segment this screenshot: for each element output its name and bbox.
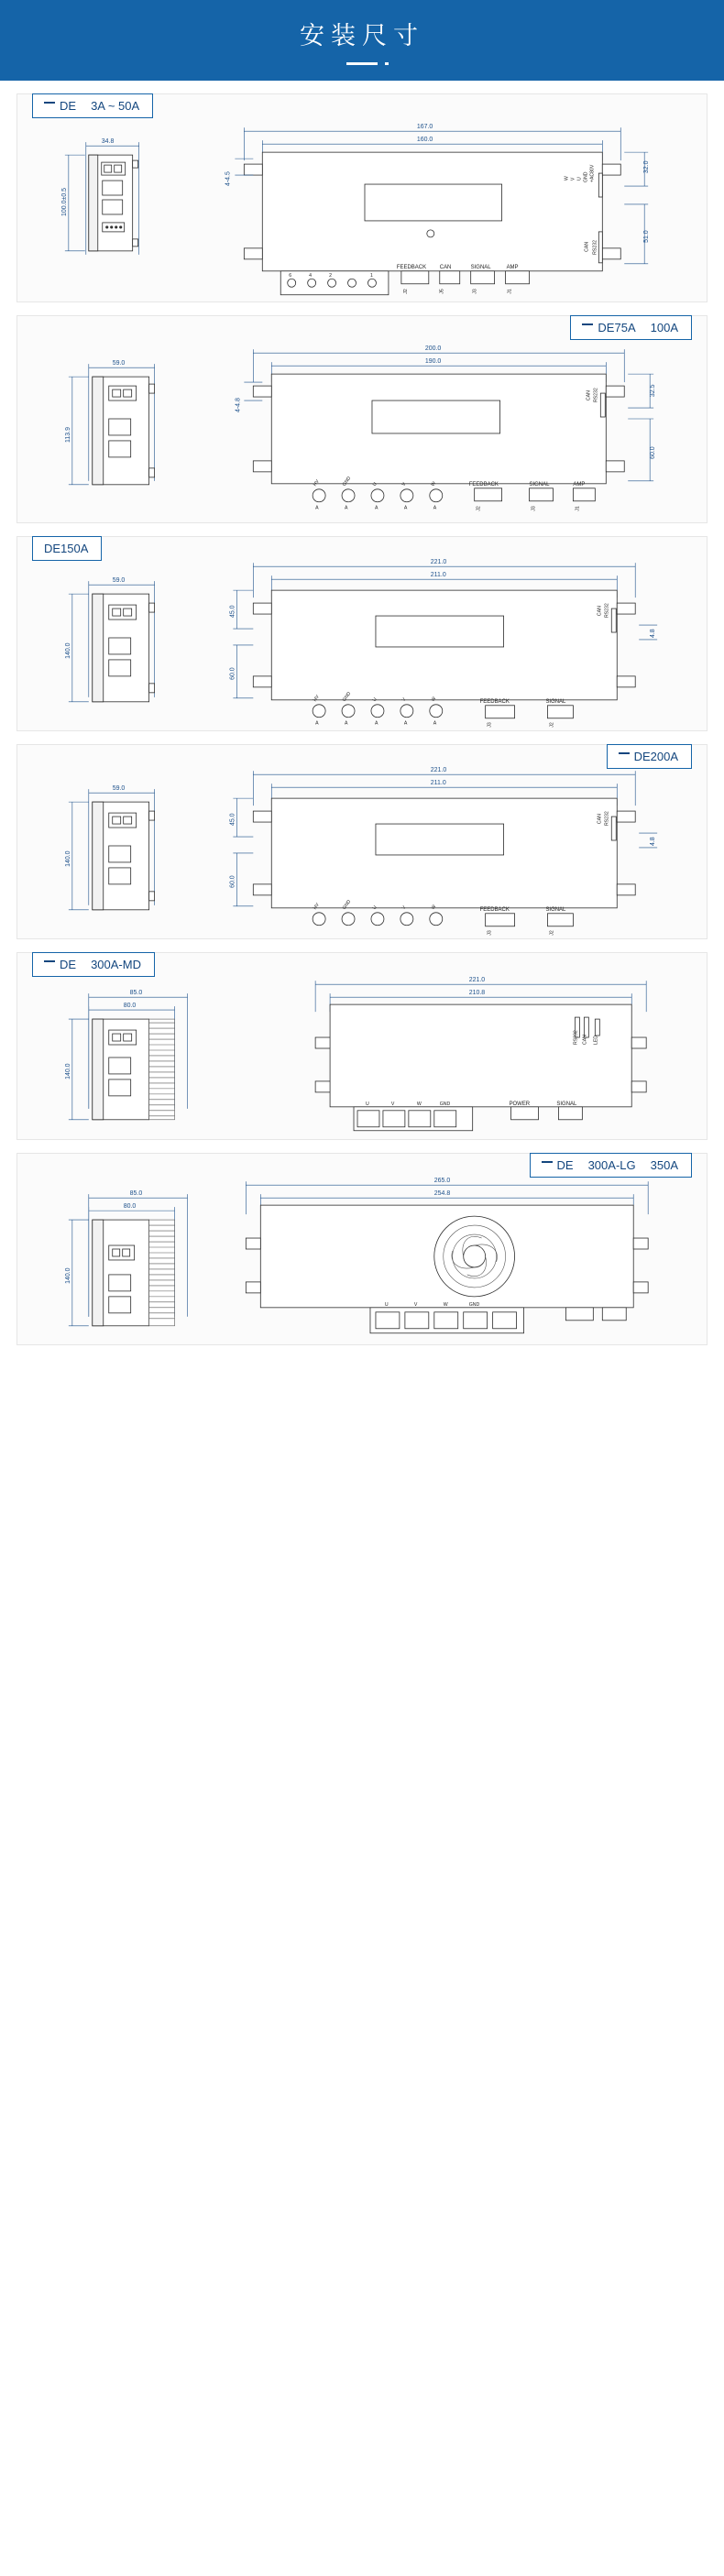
svg-text:U: U	[365, 1101, 369, 1107]
svg-text:200.0: 200.0	[424, 345, 442, 353]
section-de150a	[16, 536, 708, 731]
svg-text:100.0±0.5: 100.0±0.5	[60, 187, 68, 216]
tag-prefix: DE	[60, 958, 77, 971]
svg-text:140.0: 140.0	[64, 1267, 71, 1284]
svg-text:SIGNAL: SIGNAL	[470, 264, 491, 270]
svg-text:32.5: 32.5	[650, 384, 657, 398]
tag-prefix: DE200A	[633, 750, 678, 763]
tag-prefix: DE	[556, 1158, 574, 1172]
front-view-de200a	[229, 767, 657, 936]
svg-text:W: W	[430, 480, 438, 488]
svg-text:AMP: AMP	[573, 481, 586, 488]
svg-text:A: A	[403, 505, 408, 511]
svg-text:140.0: 140.0	[64, 1063, 71, 1080]
svg-text:6: 6	[289, 272, 292, 279]
title-underline	[346, 62, 378, 65]
side-view-de300a-lg	[65, 1190, 188, 1326]
section-de-300a-lg-350a	[16, 1153, 708, 1345]
front-view-de-3a-50a	[225, 124, 650, 295]
svg-text:221.0: 221.0	[430, 559, 447, 566]
svg-text:SIGNAL: SIGNAL	[556, 1101, 577, 1107]
svg-text:U: U	[576, 177, 583, 181]
svg-text:U: U	[371, 481, 378, 488]
section-tag-de-300a-lg	[530, 1153, 692, 1178]
side-view-de300a-md	[65, 990, 188, 1120]
svg-text:211.0: 211.0	[430, 572, 446, 579]
svg-text:HV: HV	[312, 694, 321, 703]
svg-text:GND: GND	[341, 476, 353, 488]
section-tag-de-3a-50a	[32, 93, 153, 118]
svg-text:254.8: 254.8	[433, 1190, 451, 1198]
section-tag-de200a	[607, 744, 692, 769]
svg-text:W: W	[564, 176, 570, 181]
svg-text:4-4.5: 4-4.5	[225, 171, 232, 187]
svg-text:1: 1	[369, 272, 373, 279]
svg-text:HV: HV	[312, 478, 321, 488]
svg-text:GND: GND	[583, 171, 589, 183]
drawing-de75a-100a	[17, 316, 707, 524]
section-tag-de-300a-md	[32, 952, 155, 977]
svg-text:211.0: 211.0	[430, 780, 446, 787]
drawing-de200a	[17, 745, 707, 940]
svg-text:J1: J1	[575, 506, 581, 511]
tag-label: 300A-LG	[587, 1158, 636, 1172]
svg-text:SIGNAL: SIGNAL	[545, 698, 566, 705]
svg-text:A: A	[315, 505, 319, 511]
svg-text:AMP: AMP	[506, 264, 519, 270]
svg-text:51.0: 51.0	[643, 230, 651, 243]
tag-dash-icon	[619, 752, 630, 754]
tag-label: 3A ~ 50A	[91, 99, 140, 113]
svg-text:A: A	[374, 720, 378, 727]
svg-text:160.0: 160.0	[416, 137, 433, 144]
svg-text:GND: GND	[341, 899, 353, 911]
svg-text:RS232: RS232	[573, 1030, 579, 1046]
svg-text:RS232: RS232	[592, 240, 598, 255]
svg-text:J1: J1	[507, 289, 513, 294]
svg-text:J3: J3	[531, 506, 537, 511]
svg-text:4.8: 4.8	[650, 629, 657, 638]
drawing-de-3a-50a	[17, 94, 707, 303]
svg-text:2: 2	[329, 272, 332, 279]
svg-text:140.0: 140.0	[64, 642, 71, 659]
svg-text:U: U	[371, 696, 378, 703]
svg-text:GND: GND	[468, 1301, 480, 1308]
side-view-de200a	[65, 785, 155, 910]
svg-text:FEEDBACK: FEEDBACK	[479, 906, 510, 913]
svg-text:A: A	[345, 505, 348, 511]
svg-text:J5: J5	[439, 289, 445, 294]
svg-text:HV: HV	[312, 902, 321, 911]
svg-text:FEEDBACK: FEEDBACK	[396, 264, 427, 270]
side-view-de-3a-50a	[61, 138, 139, 255]
svg-text:CAN: CAN	[439, 264, 452, 270]
svg-text:CAN: CAN	[582, 1035, 588, 1046]
svg-text:CAN: CAN	[586, 390, 592, 401]
section-de-3a-50a	[16, 93, 708, 302]
svg-text:V: V	[413, 1301, 418, 1308]
svg-text:W: W	[416, 1101, 422, 1107]
drawing-de-300a-md	[17, 953, 707, 1141]
drawing-de150a	[17, 537, 707, 732]
svg-text:A: A	[345, 720, 348, 727]
svg-text:59.0: 59.0	[112, 577, 126, 585]
tag-dash-icon	[44, 960, 55, 962]
svg-text:A: A	[374, 505, 378, 511]
svg-text:FEEDBACK: FEEDBACK	[479, 698, 510, 705]
svg-text:CAN: CAN	[584, 241, 590, 252]
svg-text:210.8: 210.8	[468, 990, 486, 997]
svg-text:V: V	[400, 481, 408, 488]
tag-prefix: DE150A	[44, 542, 89, 555]
section-tag-de75a-100a	[570, 315, 692, 340]
svg-text:59.0: 59.0	[112, 360, 126, 367]
front-view-de300a-md	[315, 977, 646, 1131]
svg-text:SIGNAL: SIGNAL	[529, 481, 550, 488]
svg-text:J2: J2	[402, 289, 409, 294]
svg-text:W: W	[443, 1301, 448, 1308]
svg-text:34.8: 34.8	[101, 138, 115, 146]
svg-text:J2: J2	[476, 506, 482, 511]
tag-dash-icon	[582, 323, 593, 325]
svg-text:W: W	[430, 696, 438, 703]
svg-text:J3: J3	[487, 722, 493, 728]
svg-text:J2: J2	[549, 930, 555, 936]
svg-text:CAN: CAN	[597, 606, 603, 617]
tag-label: 300A-MD	[91, 958, 141, 971]
svg-text:190.0: 190.0	[424, 358, 442, 366]
svg-text:60.0: 60.0	[650, 446, 657, 459]
svg-text:V: V	[390, 1101, 395, 1107]
front-view-de75a	[235, 345, 656, 511]
svg-text:45.0: 45.0	[229, 813, 236, 827]
svg-text:85.0: 85.0	[129, 990, 143, 997]
svg-text:32.0: 32.0	[643, 160, 651, 174]
svg-text:POWER: POWER	[509, 1101, 531, 1107]
section-de200a	[16, 744, 708, 939]
svg-text:A: A	[315, 720, 319, 727]
svg-text:60.0: 60.0	[229, 875, 236, 888]
svg-text:U: U	[371, 904, 378, 911]
svg-text:FEEDBACK: FEEDBACK	[468, 481, 499, 488]
svg-text:LED: LED	[593, 1035, 599, 1046]
front-view-de300a-lg	[246, 1178, 648, 1333]
svg-text:RS232: RS232	[604, 603, 610, 619]
svg-text:59.0: 59.0	[112, 785, 126, 793]
svg-text:V: V	[400, 904, 408, 911]
svg-text:A: A	[403, 720, 408, 727]
svg-text:80.0: 80.0	[123, 1203, 137, 1211]
svg-text:167.0: 167.0	[416, 124, 433, 131]
tag-dash-icon	[542, 1161, 553, 1163]
svg-text:V: V	[570, 177, 576, 181]
page-title: 安装尺寸	[300, 22, 424, 49]
svg-text:J2: J2	[549, 722, 555, 728]
side-view-de150a	[65, 577, 155, 702]
svg-text:RS232: RS232	[593, 388, 599, 403]
svg-text:SIGNAL: SIGNAL	[545, 906, 566, 913]
section-tag-de150a	[32, 536, 102, 561]
svg-text:GND: GND	[439, 1101, 451, 1107]
svg-text:CAN: CAN	[597, 814, 603, 825]
svg-text:140.0: 140.0	[64, 850, 71, 867]
svg-text:A: A	[433, 505, 437, 511]
svg-text:60.0: 60.0	[229, 667, 236, 680]
svg-text:4-4.8: 4-4.8	[235, 398, 242, 413]
svg-text:RS232: RS232	[604, 811, 610, 827]
tag-label: 100A	[650, 321, 678, 334]
svg-text:45.0: 45.0	[229, 605, 236, 619]
svg-text:265.0: 265.0	[433, 1178, 451, 1185]
front-view-de150a	[229, 559, 657, 728]
tag-prefix: DE	[60, 99, 77, 113]
side-view-de75a	[65, 360, 155, 485]
tag-prefix: DE75A	[598, 321, 636, 334]
svg-text:U: U	[384, 1301, 389, 1308]
svg-text:A: A	[433, 720, 437, 727]
page-header	[0, 0, 724, 81]
tag-label-2: 350A	[650, 1158, 678, 1172]
tag-dash-icon	[44, 102, 55, 104]
svg-text:4: 4	[309, 272, 313, 279]
drawing-de-300a-lg	[17, 1154, 707, 1346]
section-de75a-100a	[16, 315, 708, 523]
section-de-300a-md	[16, 952, 708, 1140]
svg-text:GND: GND	[341, 691, 353, 703]
svg-text:221.0: 221.0	[468, 977, 486, 984]
svg-text:V: V	[400, 696, 408, 703]
svg-text:85.0: 85.0	[129, 1190, 143, 1198]
svg-text:W: W	[430, 904, 438, 911]
svg-text:80.0: 80.0	[123, 1003, 137, 1010]
svg-text:113.9: 113.9	[64, 427, 71, 443]
svg-text:221.0: 221.0	[430, 767, 447, 774]
svg-text:+AC80V: +AC80V	[589, 164, 596, 183]
svg-text:J3: J3	[472, 289, 478, 294]
svg-text:4.8: 4.8	[650, 837, 657, 846]
svg-text:J3: J3	[487, 930, 493, 936]
